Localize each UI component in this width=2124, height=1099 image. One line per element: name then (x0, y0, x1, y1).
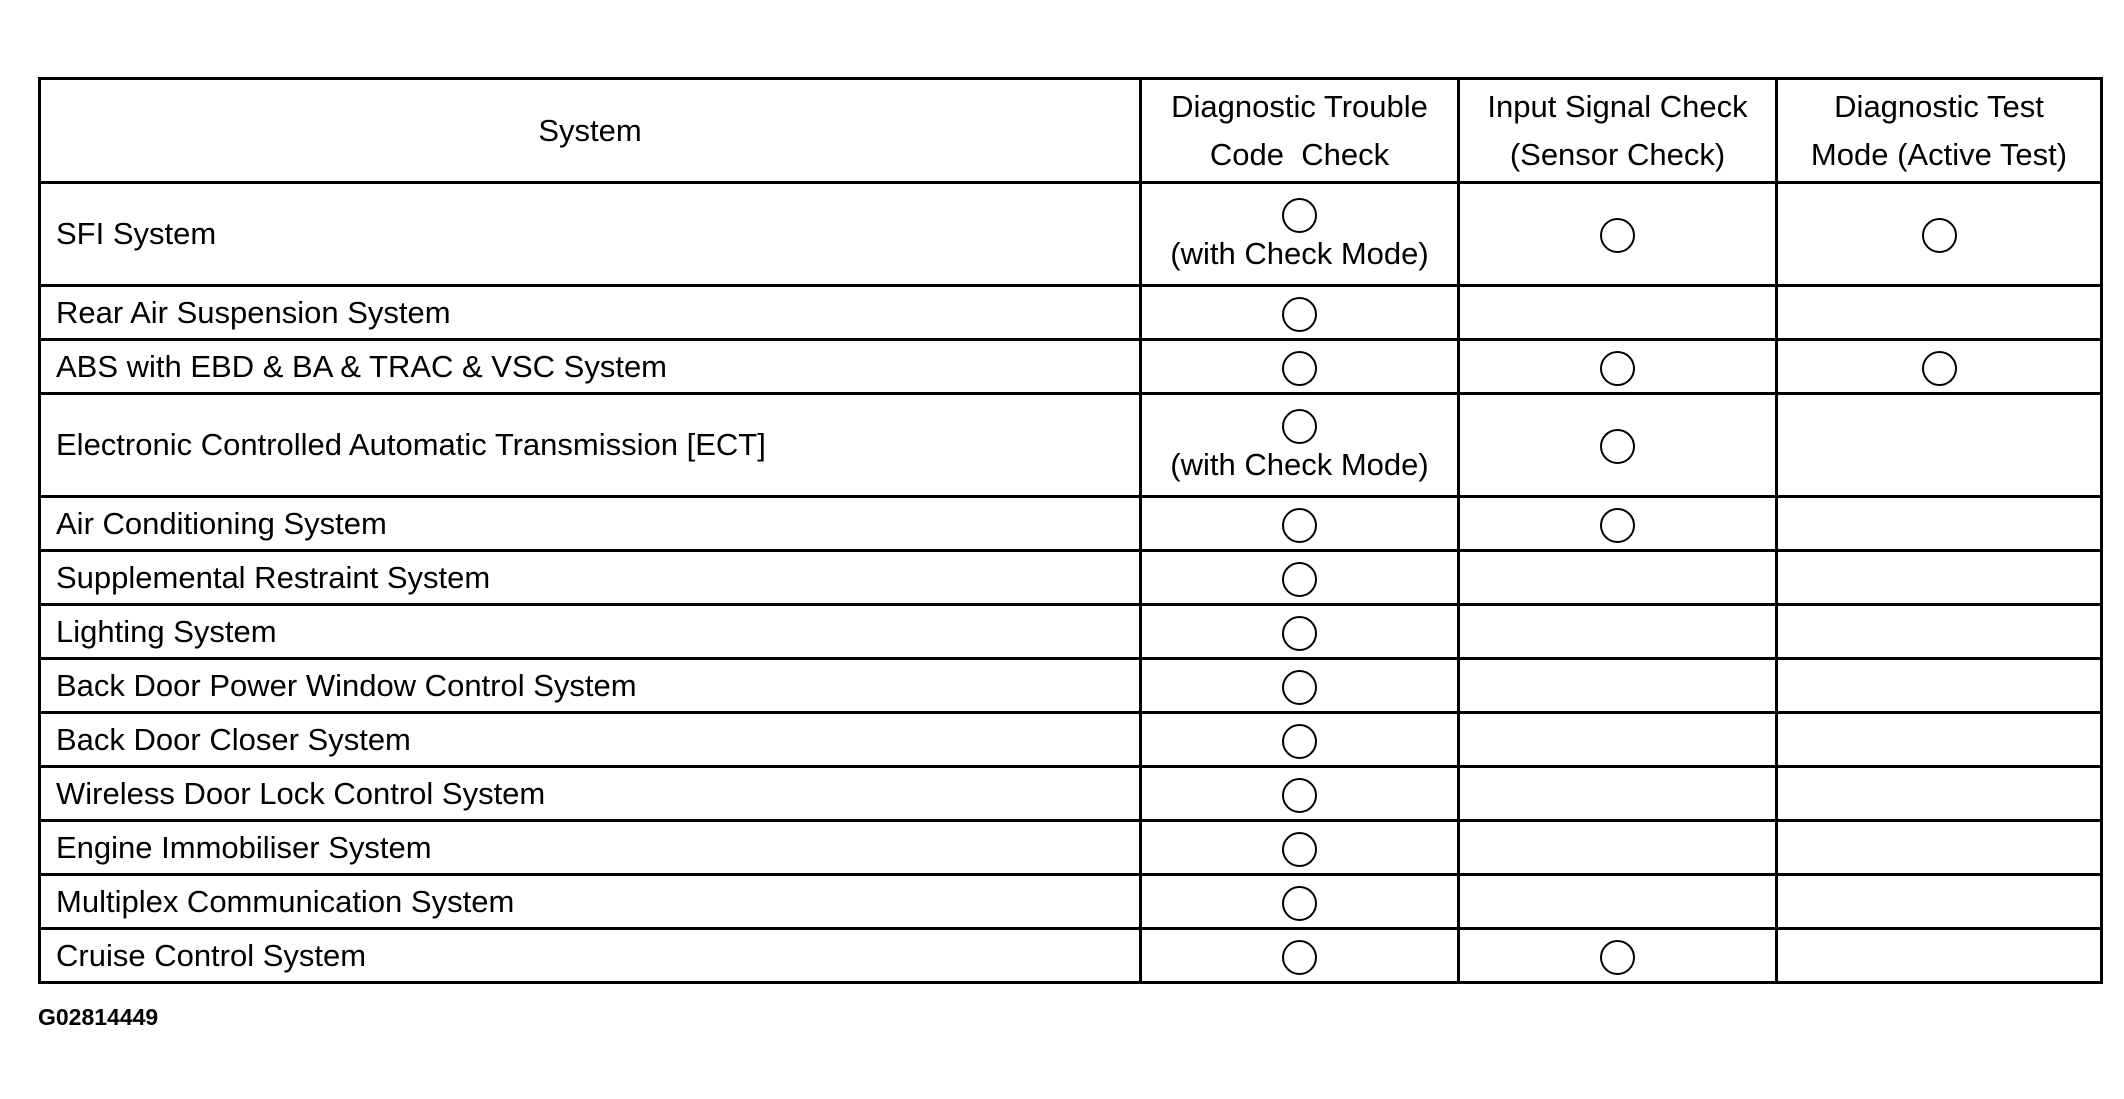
input-signal-check-cell (1459, 605, 1777, 659)
dtc-check-cell (1141, 605, 1459, 659)
dtc-check-cell (1141, 713, 1459, 767)
active-test-cell (1777, 605, 2102, 659)
mark-wrap (1142, 612, 1457, 652)
input-signal-check-cell (1459, 659, 1777, 713)
circle-mark-icon (1922, 351, 1957, 386)
mark-wrap (1460, 425, 1775, 465)
system-name-cell: ABS with EBD & BA & TRAC & VSC System (40, 340, 1141, 394)
dtc-check-cell (1141, 659, 1459, 713)
input-signal-check-cell (1459, 286, 1777, 340)
circle-mark-icon (1600, 940, 1635, 975)
mark-wrap (1142, 293, 1457, 333)
table-row (40, 713, 2102, 767)
mark-wrap (1142, 882, 1457, 922)
dtc-check-cell (1141, 340, 1459, 394)
circle-mark-icon (1282, 886, 1317, 921)
mark-wrap (1142, 720, 1457, 760)
table-row (40, 497, 2102, 551)
circle-mark-icon (1922, 218, 1957, 253)
mark-wrap (1460, 347, 1775, 387)
mark-wrap (1142, 828, 1457, 868)
circle-mark-icon (1282, 409, 1317, 444)
header-dtc-check-line-1: Diagnostic Trouble (1171, 88, 1428, 124)
table-row (40, 551, 2102, 605)
table-row (40, 767, 2102, 821)
circle-mark-icon (1282, 351, 1317, 386)
mark-wrap (1142, 936, 1457, 976)
system-name-cell: Wireless Door Lock Control System (40, 767, 1141, 821)
system-name-cell: Multiplex Communication System (40, 875, 1141, 929)
system-name-cell: Supplemental Restraint System (40, 551, 1141, 605)
check-mode-note: (with Check Mode) (1170, 236, 1429, 271)
active-test-cell (1777, 286, 2102, 340)
mark-wrap (1142, 504, 1457, 544)
circle-mark-icon (1600, 218, 1635, 253)
figure-id-label: G02814449 (38, 1004, 159, 1030)
table-row (40, 394, 2102, 497)
active-test-cell (1777, 497, 2102, 551)
input-signal-check-cell (1459, 821, 1777, 875)
header-input-signal-check (1459, 79, 1777, 183)
table-row (40, 875, 2102, 929)
input-signal-check-cell (1459, 394, 1777, 497)
input-signal-check-cell (1459, 183, 1777, 286)
header-active-test (1777, 79, 2102, 183)
input-signal-check-cell (1459, 767, 1777, 821)
input-signal-check-cell (1459, 497, 1777, 551)
active-test-cell (1777, 929, 2102, 983)
mark-wrap (1460, 504, 1775, 544)
check-mode-note: (with Check Mode) (1170, 447, 1429, 482)
system-name-cell: Engine Immobiliser System (40, 821, 1141, 875)
table-row (40, 659, 2102, 713)
circle-mark-icon (1282, 724, 1317, 759)
system-name-cell: Back Door Power Window Control System (40, 659, 1141, 713)
table-row (40, 821, 2102, 875)
diagnostic-function-table (38, 77, 2103, 984)
header-dtc-check (1141, 79, 1459, 183)
input-signal-check-cell (1459, 929, 1777, 983)
header-input-signal-check-line-2: (Sensor Check) (1509, 136, 1726, 172)
dtc-check-cell (1141, 767, 1459, 821)
dtc-check-cell (1141, 551, 1459, 605)
circle-mark-icon (1600, 351, 1635, 386)
input-signal-check-cell (1459, 875, 1777, 929)
dtc-check-cell (1141, 929, 1459, 983)
active-test-cell (1777, 713, 2102, 767)
table-row (40, 183, 2102, 286)
active-test-cell (1777, 340, 2102, 394)
system-name-cell: Air Conditioning System (40, 497, 1141, 551)
system-name-cell: Rear Air Suspension System (40, 286, 1141, 340)
mark-wrap (1778, 347, 2100, 387)
mark-wrap (1460, 214, 1775, 254)
table-row (40, 286, 2102, 340)
table-row (40, 340, 2102, 394)
circle-mark-icon (1282, 940, 1317, 975)
mark-wrap (1778, 214, 2100, 254)
header-input-signal-check-line-1: Input Signal Check (1487, 88, 1748, 124)
circle-mark-icon (1282, 198, 1317, 233)
mark-wrap (1142, 558, 1457, 598)
mark-wrap (1142, 774, 1457, 814)
circle-mark-icon (1600, 508, 1635, 543)
mark-wrap (1142, 405, 1457, 445)
circle-mark-icon (1282, 508, 1317, 543)
dtc-check-cell (1141, 183, 1459, 286)
dtc-check-cell (1141, 286, 1459, 340)
header-active-test-line-1: Diagnostic Test (1834, 88, 2044, 124)
active-test-cell (1777, 821, 2102, 875)
dtc-check-cell (1141, 821, 1459, 875)
circle-mark-icon (1282, 297, 1317, 332)
mark-wrap (1142, 194, 1457, 234)
active-test-cell (1777, 875, 2102, 929)
active-test-cell (1777, 183, 2102, 286)
circle-mark-icon (1282, 670, 1317, 705)
system-name-cell: Lighting System (40, 605, 1141, 659)
circle-mark-icon (1282, 778, 1317, 813)
active-test-cell (1777, 767, 2102, 821)
system-name-cell: Electronic Controlled Automatic Transmission [ECT] (40, 394, 1141, 497)
active-test-cell (1777, 551, 2102, 605)
system-name-cell: Back Door Closer System (40, 713, 1141, 767)
table-row (40, 929, 2102, 983)
header-system: System (40, 79, 1141, 183)
dtc-check-cell (1141, 875, 1459, 929)
table-body (40, 183, 2102, 983)
circle-mark-icon (1600, 429, 1635, 464)
mark-wrap (1142, 347, 1457, 387)
active-test-cell (1777, 394, 2102, 497)
active-test-cell (1777, 659, 2102, 713)
input-signal-check-cell (1459, 713, 1777, 767)
dtc-check-cell (1141, 497, 1459, 551)
mark-wrap (1142, 666, 1457, 706)
mark-wrap (1460, 936, 1775, 976)
circle-mark-icon (1282, 616, 1317, 651)
table-row (40, 605, 2102, 659)
input-signal-check-cell (1459, 551, 1777, 605)
input-signal-check-cell (1459, 340, 1777, 394)
header-dtc-check-line-2: Code Check (1209, 136, 1390, 172)
circle-mark-icon (1282, 562, 1317, 597)
system-name-cell: SFI System (40, 183, 1141, 286)
header-active-test-line-2: Mode (Active Test) (1810, 136, 2068, 172)
system-name-cell: Cruise Control System (40, 929, 1141, 983)
dtc-check-cell (1141, 394, 1459, 497)
circle-mark-icon (1282, 832, 1317, 867)
table-header-row (40, 79, 2102, 183)
